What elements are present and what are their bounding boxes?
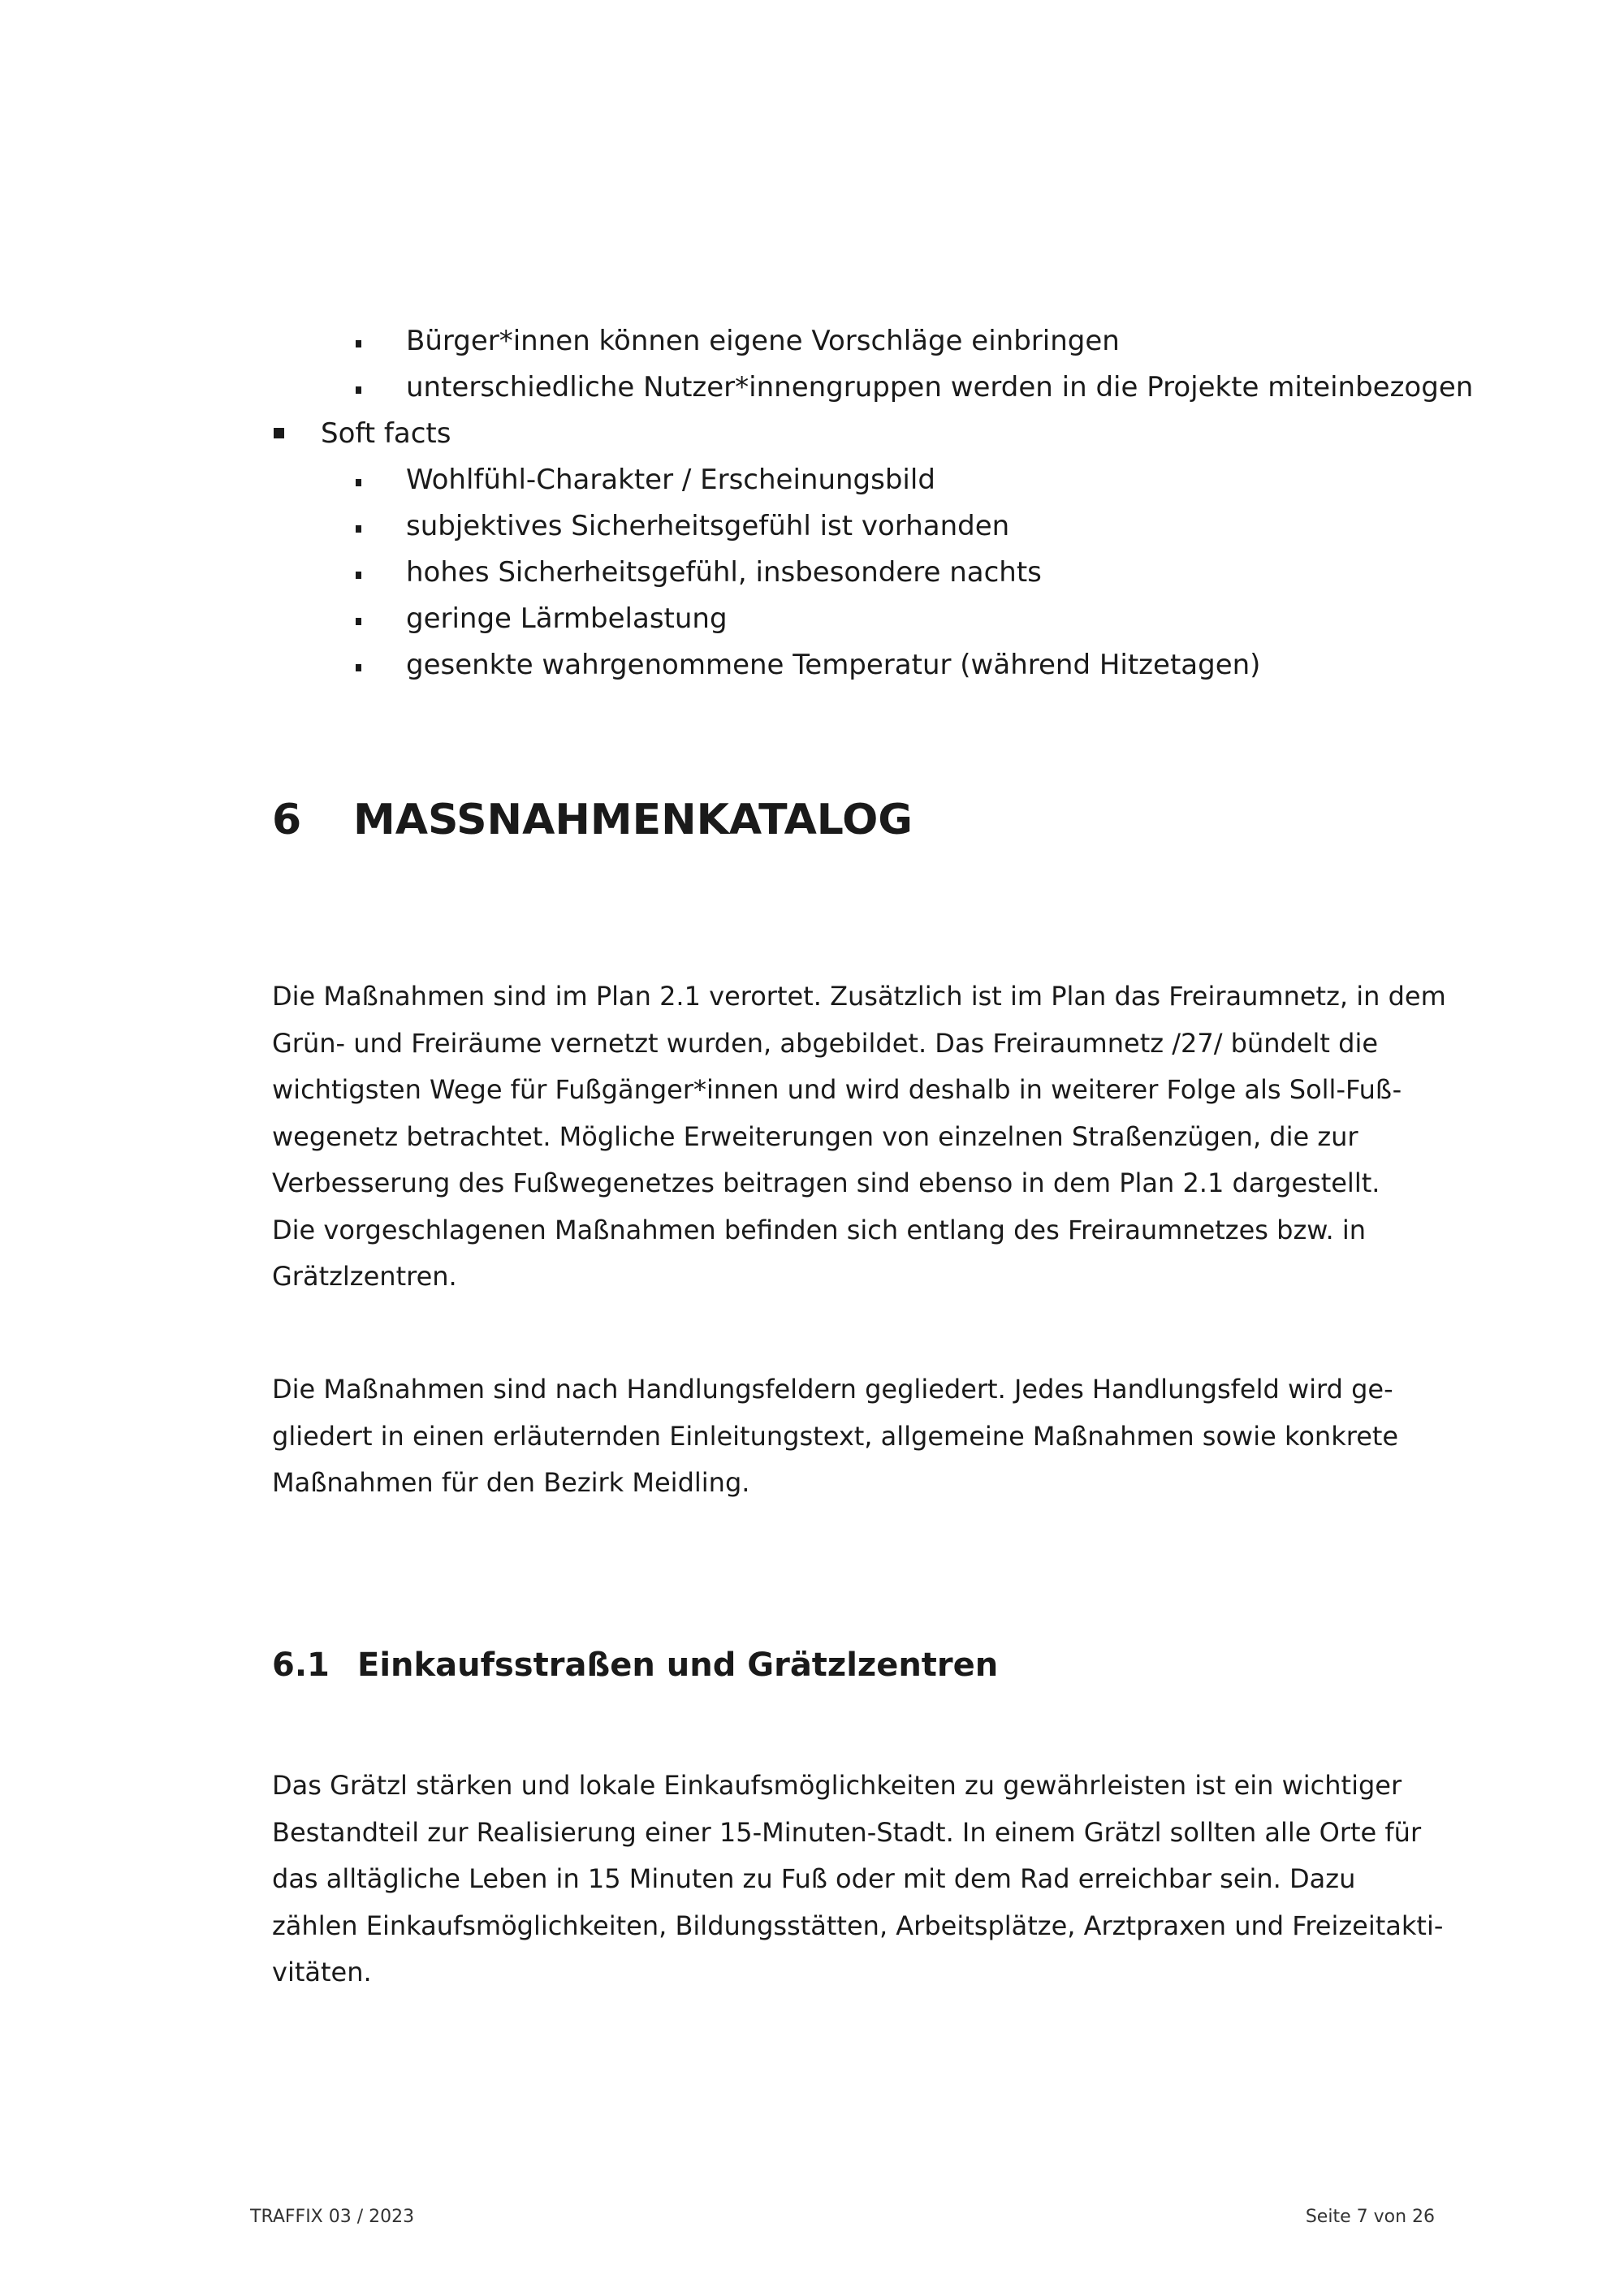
paragraph xyxy=(272,1763,1444,1996)
bullet-icon xyxy=(356,340,361,347)
text-line: vitäten. xyxy=(272,1957,372,1987)
text-line: Grün- und Freiräume vernetzt wurden, abgebildet. Das Freiraumnetz /27/ bündelt die xyxy=(272,1027,1379,1059)
subsection-number: 6.1 xyxy=(272,1646,330,1684)
list-item-text: Wohlfühl-Charakter / Erscheinungsbild xyxy=(406,464,935,496)
footer-left: TRAFFIX 03 / 2023 xyxy=(250,2207,415,2227)
list-item xyxy=(0,365,1624,411)
text-line: Die Maßnahmen sind im Plan 2.1 verortet. Zusätzlich ist im Plan das Freiraumnetz, in dem xyxy=(272,981,1446,1012)
subsection-title: Einkaufsstraßen und Grätzlzentren xyxy=(357,1646,999,1684)
list-item xyxy=(0,642,1624,688)
text-line: das alltägliche Leben in 15 Minuten zu Fuß oder mit dem Rad erreichbar sein. Dazu xyxy=(272,1863,1356,1894)
list-item xyxy=(0,457,1624,503)
list-item-text: geringe Lärmbelastung xyxy=(406,602,728,635)
text-line: Verbesserung des Fußwegenetzes beitragen sind ebenso in dem Plan 2.1 dargestellt. xyxy=(272,1167,1380,1198)
bullet-icon xyxy=(356,618,361,625)
list-item xyxy=(0,596,1624,642)
list-item xyxy=(0,411,1624,457)
text-line: Das Grätzl stärken und lokale Einkaufsmöglichkeiten zu gewährleisten ist ein wichtiger xyxy=(272,1770,1402,1801)
text-line: wichtigsten Wege für Fußgänger*innen und wird deshalb in weiterer Folge als Soll-Fuß- xyxy=(272,1074,1402,1105)
page-number: Seite 7 von 26 xyxy=(1305,2207,1435,2227)
list-item-text: gesenkte wahrgenommene Temperatur (während Hitzetagen) xyxy=(406,649,1261,681)
list-item-text: unterschiedliche Nutzer*innengruppen werden in die Projekte miteinbezogen xyxy=(406,371,1474,404)
text-line: zählen Einkaufsmöglichkeiten, Bildungsstätten, Arbeitsplätze, Arztpraxen und Freizeitakti- xyxy=(272,1910,1444,1941)
square-bullet-icon xyxy=(274,428,284,438)
section-title: MASSNAHMENKATALOG xyxy=(353,796,913,844)
text-line: Die vorgeschlagenen Maßnahmen befinden sich entlang des Freiraumnetzes bzw. in xyxy=(272,1214,1366,1245)
paragraph xyxy=(272,1366,1441,1507)
paragraph xyxy=(272,973,1446,1301)
text-line: Maßnahmen für den Bezirk Meidling. xyxy=(272,1467,750,1498)
list-item-text: Bürger*innen können eigene Vorschläge einbringen xyxy=(406,325,1120,357)
subsection-heading xyxy=(272,1645,998,1685)
bullet-icon xyxy=(356,664,361,671)
list-item xyxy=(0,318,1624,365)
list-item-text: Soft facts xyxy=(321,417,451,450)
bullet-icon xyxy=(356,479,361,486)
bullet-icon xyxy=(356,572,361,579)
text-line: gliedert in einen erläuternden Einleitungstext, allgemeine Maßnahmen sowie konkrete xyxy=(272,1420,1399,1452)
bullet-list xyxy=(0,318,1624,688)
list-item xyxy=(0,503,1624,550)
section-heading xyxy=(272,796,913,844)
bullet-icon xyxy=(356,386,361,394)
text-line: Bestandteil zur Realisierung einer 15-Minuten-Stadt. In einem Grätzl sollten alle Orte für xyxy=(272,1816,1422,1848)
text-line: wegenetz betrachtet. Mögliche Erweiterungen von einzelnen Straßenzügen, die zur xyxy=(272,1120,1358,1152)
list-item xyxy=(0,550,1624,596)
text-line: Die Maßnahmen sind nach Handlungsfeldern gegliedert. Jedes Handlungsfeld wird ge- xyxy=(272,1374,1393,1405)
bullet-icon xyxy=(356,525,361,533)
list-item-text: subjektives Sicherheitsgefühl ist vorhanden xyxy=(406,510,1010,542)
section-number: 6 xyxy=(272,796,302,844)
list-item-text: hohes Sicherheitsgefühl, insbesondere nachts xyxy=(406,556,1042,589)
text-line: Grätzlzentren. xyxy=(272,1261,457,1292)
